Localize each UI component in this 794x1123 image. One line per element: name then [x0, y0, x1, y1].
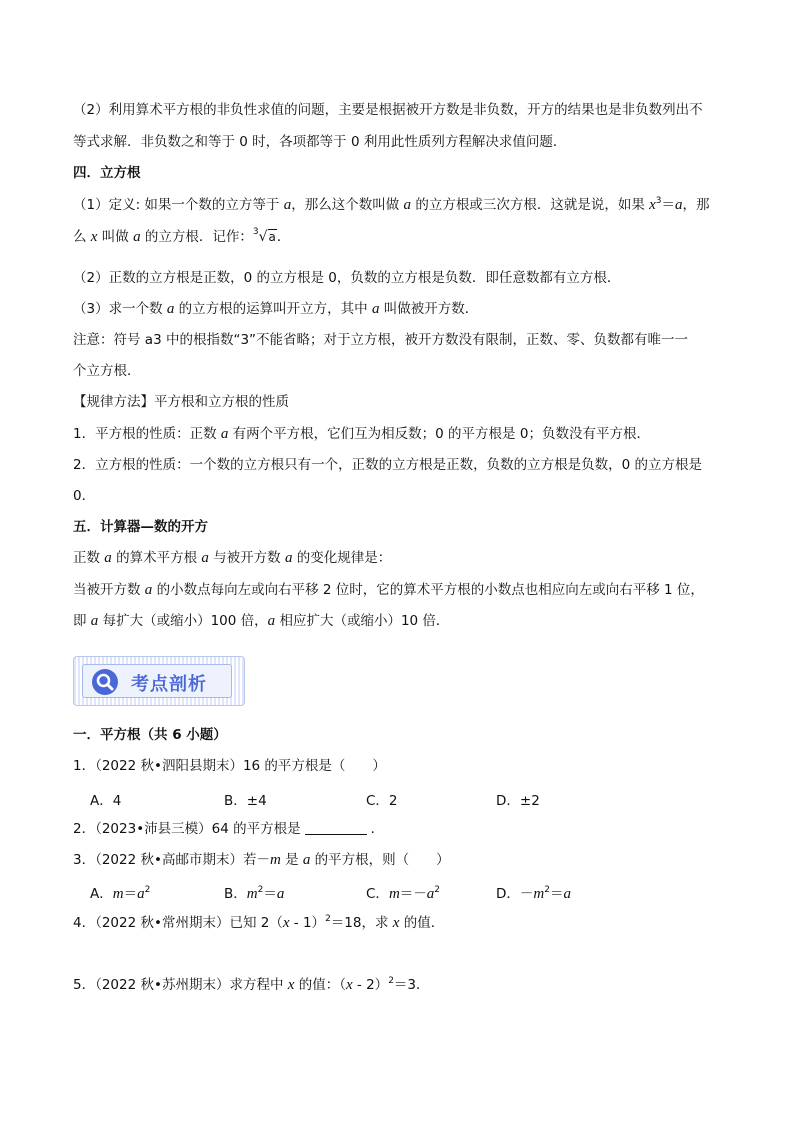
text: 正数 [73, 550, 105, 566]
option-d: D．±2 [496, 793, 540, 809]
definition-line [73, 228, 290, 248]
var-a: a [144, 582, 153, 598]
text: 5．（2022 秋•苏州期末）求方程中 [73, 977, 288, 993]
var-a: a [403, 197, 412, 213]
paragraph-line [73, 612, 449, 630]
note-line: 个立方根． [73, 363, 141, 379]
text: 的值． [399, 915, 445, 931]
var: a [563, 886, 571, 902]
text: ． [370, 821, 385, 837]
paragraph-line: （2）利用算术平方根的非负性求值的问题，主要是根据被开方数是非负数，开方的结果也是非负数列出不 [73, 102, 703, 118]
var-a: a [267, 613, 276, 629]
radical-sign: √ [258, 229, 268, 245]
var-a: a [201, 550, 209, 566]
text: A． [90, 886, 113, 902]
var-a: a [284, 550, 293, 566]
text: 的立方根或三次方根．这就是说，如果 [411, 197, 650, 213]
text: 的算术平方根 [111, 550, 202, 566]
var-m: m [269, 852, 281, 868]
text: 么 [73, 229, 91, 245]
option-a: A．4 [90, 793, 122, 809]
text: C． [366, 886, 389, 902]
option-a [90, 882, 150, 903]
section-heading: 五．计算器—数的开方 [73, 519, 208, 535]
text: 2．（2023•沛县三模）64 的平方根是 [73, 821, 301, 837]
var-x: x [392, 915, 400, 931]
paragraph-line: 等式求解．非负数之和等于 0 时，各项都等于 0 利用此性质列方程解决求值问题． [73, 134, 567, 150]
text: 的平方根，则（ ） [310, 852, 450, 868]
var-a: a [166, 301, 175, 317]
text: D．－ [496, 886, 534, 902]
text: 当被开方数 [73, 582, 145, 598]
rule-line: 2．立方根的性质：一个数的立方根只有一个，正数的立方根是正数，负数的立方根是负数，0 的立方根是 [73, 457, 702, 473]
text: ＝ [263, 886, 277, 902]
rule-line [73, 425, 650, 443]
var-x: x [287, 977, 295, 993]
magnifier-icon [92, 669, 118, 695]
text: ，那么这个数叫做 [291, 197, 404, 213]
text: 即 [73, 613, 91, 629]
text: 叫做被开方数． [379, 301, 479, 317]
answer-blank [305, 821, 367, 835]
var-x: x [90, 229, 98, 245]
root-index: 3 [252, 227, 259, 237]
var-a: a [675, 197, 683, 213]
text: 的立方根的运算叫开立方，其中 [174, 301, 372, 317]
text: - 2） [352, 977, 389, 993]
text: ，那 [682, 197, 710, 213]
var: a [426, 886, 435, 902]
option-b [224, 882, 284, 903]
text: 的变化规律是： [292, 550, 392, 566]
rule-line: 0． [73, 488, 96, 504]
var-a: a [283, 197, 292, 213]
option-b: B．±4 [224, 793, 267, 809]
question-2 [73, 820, 384, 838]
text: ＝ [661, 197, 676, 213]
text: B． [224, 886, 247, 902]
text: ＝18，求 [330, 915, 393, 931]
var: m [246, 886, 258, 902]
var-a: a [90, 613, 99, 629]
option-c [366, 882, 440, 903]
exponent: 2 [257, 885, 264, 895]
problem-section-heading: 一．平方根（共 6 小题） [73, 727, 227, 743]
var: m [388, 886, 400, 902]
text: （1）定义: 如果一个数的立方等于 [73, 197, 284, 213]
var-a: a [371, 301, 380, 317]
text: ＝3． [393, 977, 430, 993]
question-4 [73, 914, 444, 932]
var: m [112, 886, 124, 902]
var: m [533, 886, 545, 902]
var-x: x [282, 915, 290, 931]
var: a [137, 886, 145, 902]
rule-heading: 【规律方法】平方根和立方根的性质 [73, 394, 289, 410]
var-x: x [345, 977, 353, 993]
text: 相应扩大（或缩小）10 倍． [275, 613, 450, 629]
exponent: 2 [388, 976, 394, 986]
banner-title: 考点剖析 [131, 674, 207, 695]
option-c: C．2 [366, 793, 398, 809]
text: 是 [280, 852, 303, 868]
text: 3．（2022 秋•高邮市期末）若－ [73, 852, 270, 868]
exponent: 2 [544, 885, 550, 895]
text: 有两个平方根，它们互为相反数；0 的平方根是 0；负数没有平方根． [228, 426, 650, 442]
definition-line [73, 196, 710, 214]
text: 叫做 [97, 229, 134, 245]
cube-root-notation [253, 228, 277, 248]
paragraph-line [73, 581, 704, 599]
text: ＝ [123, 886, 138, 902]
text: （3）求一个数 [73, 301, 167, 317]
text: 的小数点每向左或向右平移 2 位时，它的算术平方根的小数点也相应向左或向右平移 1 位， [152, 582, 704, 598]
var-a: a [104, 550, 112, 566]
exponent: 2 [434, 885, 441, 895]
text: ＝－ [399, 886, 427, 902]
text: - 1） [289, 915, 326, 931]
question-1: 1．（2022 秋•泗阳县期末）16 的平方根是（ ） [73, 758, 386, 774]
text: 的立方根．记作： [140, 229, 253, 245]
exponent: 2 [325, 914, 331, 924]
list-item [73, 300, 478, 318]
text: 1．平方根的性质：正数 [73, 426, 221, 442]
var-a: a [133, 229, 141, 245]
var-a: a [302, 852, 311, 868]
question-5 [73, 976, 430, 994]
text: 4．（2022 秋•常州期末）已知 2（ [73, 915, 283, 931]
var-a: a [220, 426, 229, 442]
banner-box [82, 664, 232, 698]
text: 的值：（ [294, 977, 346, 993]
text: 每扩大（或缩小）100 倍， [98, 613, 268, 629]
exponent: 3 [655, 196, 662, 206]
exponent: 2 [144, 885, 151, 895]
section-heading: 四．立方根 [73, 165, 141, 181]
option-d [496, 882, 571, 903]
var: a [276, 886, 285, 902]
question-3 [73, 851, 450, 869]
radicand: a [268, 230, 276, 244]
text: ＝ [549, 886, 564, 902]
var-x: x [649, 197, 656, 213]
list-item: （2）正数的立方根是正数，0 的立方根是 0，负数的立方根是负数．即任意数都有立方根． [73, 270, 621, 286]
text: 与被开方数 [208, 550, 285, 566]
paragraph-line [73, 549, 391, 567]
section-banner [73, 656, 245, 706]
text: ． [276, 229, 291, 245]
note-line: 注意：符号 a3 中的根指数“3”不能省略；对于立方根，被开方数没有限制，正数、零、负数都有唯一一 [73, 332, 689, 348]
